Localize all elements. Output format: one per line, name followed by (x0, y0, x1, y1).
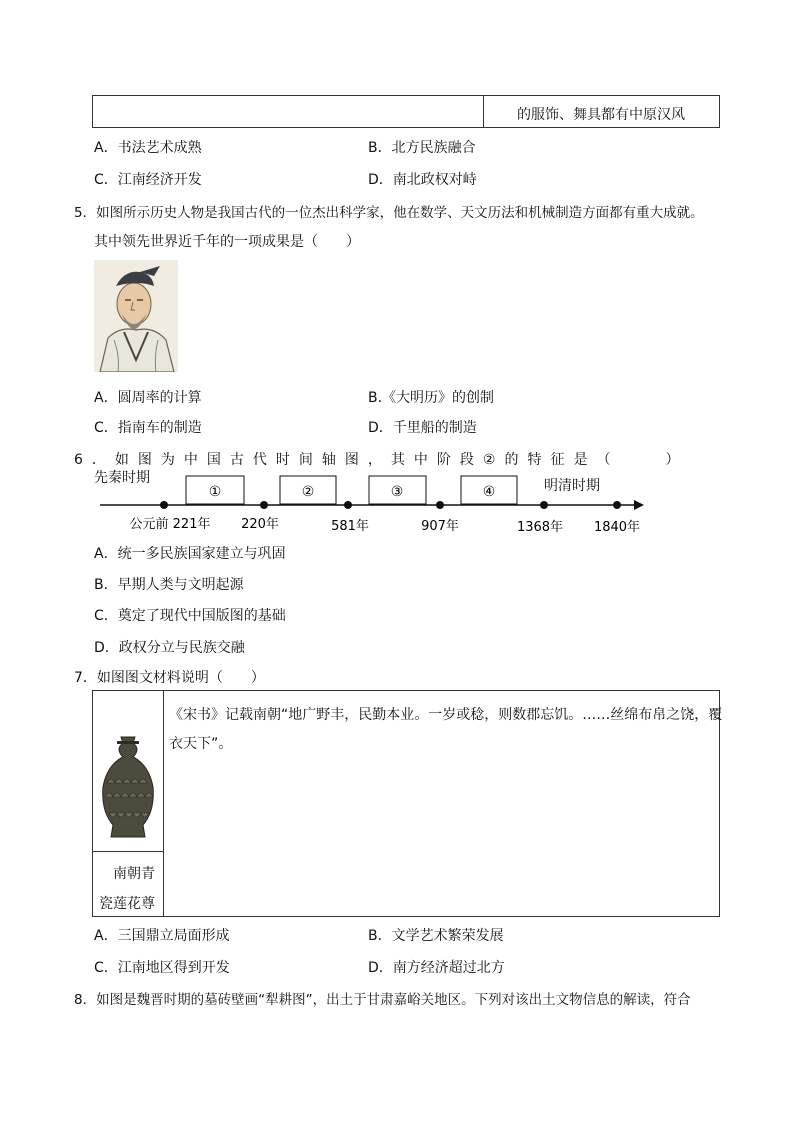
q4-option-b[interactable]: B．北方民族融合 (368, 140, 476, 156)
material-table-fragment (92, 95, 720, 128)
q5-option-a[interactable]: A．圆周率的计算 (94, 390, 202, 406)
q4-option-d[interactable]: D．南北政权对峙 (368, 172, 477, 188)
q7-option-d[interactable]: D．南方经济超过北方 (368, 960, 505, 976)
tick-label-5: 1368年 (516, 520, 564, 535)
timeline-arrow (634, 500, 644, 510)
q4-option-c[interactable]: C．江南经济开发 (94, 172, 202, 188)
tick-label-3: 581年 (331, 519, 369, 534)
q8-stem: 8．如图是魏晋时期的墓砖壁画“犁耕图”，出土于甘肃嘉峪关地区。下列对该出土文物信息的解读，符合 (74, 992, 691, 1008)
celadon-lotus-vase-image (97, 731, 159, 843)
tick-dot-2 (260, 501, 268, 509)
table-divider (483, 96, 484, 127)
vase-caption-line2: 瓷莲花尊 (99, 896, 155, 912)
q7-option-c[interactable]: C．江南地区得到开发 (94, 960, 230, 976)
q6-option-b[interactable]: B．早期人类与文明起源 (94, 577, 244, 593)
q5-option-d[interactable]: D．千里船的制造 (368, 420, 477, 436)
tick-dot-6 (613, 501, 621, 509)
q7-option-a[interactable]: A．三国鼎立局面形成 (94, 928, 230, 944)
timeline-diagram (94, 448, 654, 538)
q7-stem: 7．如图图文材料说明（ ） (74, 670, 265, 686)
q7-material-text-line2: 衣天下”。 (169, 736, 233, 752)
tick-dot-4 (436, 501, 444, 509)
table-right-cell: 的服饰、舞具都有中原汉风 (517, 107, 685, 123)
timeline-left-label: 先秦时期 (94, 470, 150, 486)
q6-option-c[interactable]: C．奠定了现代中国版图的基础 (94, 608, 286, 624)
tick-label-2: 220年 (241, 517, 279, 532)
tick-dot-5 (540, 501, 548, 509)
q5-option-c[interactable]: C．指南车的制造 (94, 420, 202, 436)
stage-label-3: ③ (390, 484, 404, 500)
q6-option-a[interactable]: A．统一多民族国家建立与巩固 (94, 546, 286, 562)
tick-label-6: 1840年 (593, 520, 641, 535)
q5-option-b[interactable]: B.《大明历》的创制 (368, 390, 495, 406)
q7-material-text-line1: 《宋书》记载南朝“地广野丰，民勤本业。一岁或稔，则数郡忘饥。……丝绵布帛之饶，覆 (169, 707, 723, 723)
q6-option-d[interactable]: D．政权分立与民族交融 (94, 640, 245, 656)
tick-label-1: 公元前 221年 (129, 517, 211, 532)
stage-label-2: ② (301, 484, 315, 500)
tick-dot-3 (344, 501, 352, 509)
table-horizontal-divider (93, 851, 163, 852)
q5-stem-line1: 5．如图所示历史人物是我国古代的一位杰出科学家，他在数学、天文历法和机械制造方面都有重大成就。 (74, 205, 704, 221)
q7-material-table (92, 690, 723, 917)
q6-stem: 6．如图为中国古代时间轴图，其中阶段②的特征是（ ） (74, 452, 689, 468)
stage-label-4: ④ (482, 484, 496, 500)
timeline-right-label: 明清时期 (544, 478, 600, 494)
vase-caption-line1: 南朝青 (113, 866, 155, 882)
stage-label-1: ① (208, 484, 222, 500)
tick-label-4: 907年 (421, 519, 459, 534)
tick-dot-1 (160, 501, 168, 509)
table-vertical-divider (163, 691, 164, 916)
q7-option-b[interactable]: B．文学艺术繁荣发展 (368, 928, 504, 944)
q4-option-a[interactable]: A．书法艺术成熟 (94, 140, 202, 156)
q5-stem-line2: 其中领先世界近千年的一项成果是（ ） (94, 234, 360, 250)
scientist-portrait (94, 260, 178, 372)
